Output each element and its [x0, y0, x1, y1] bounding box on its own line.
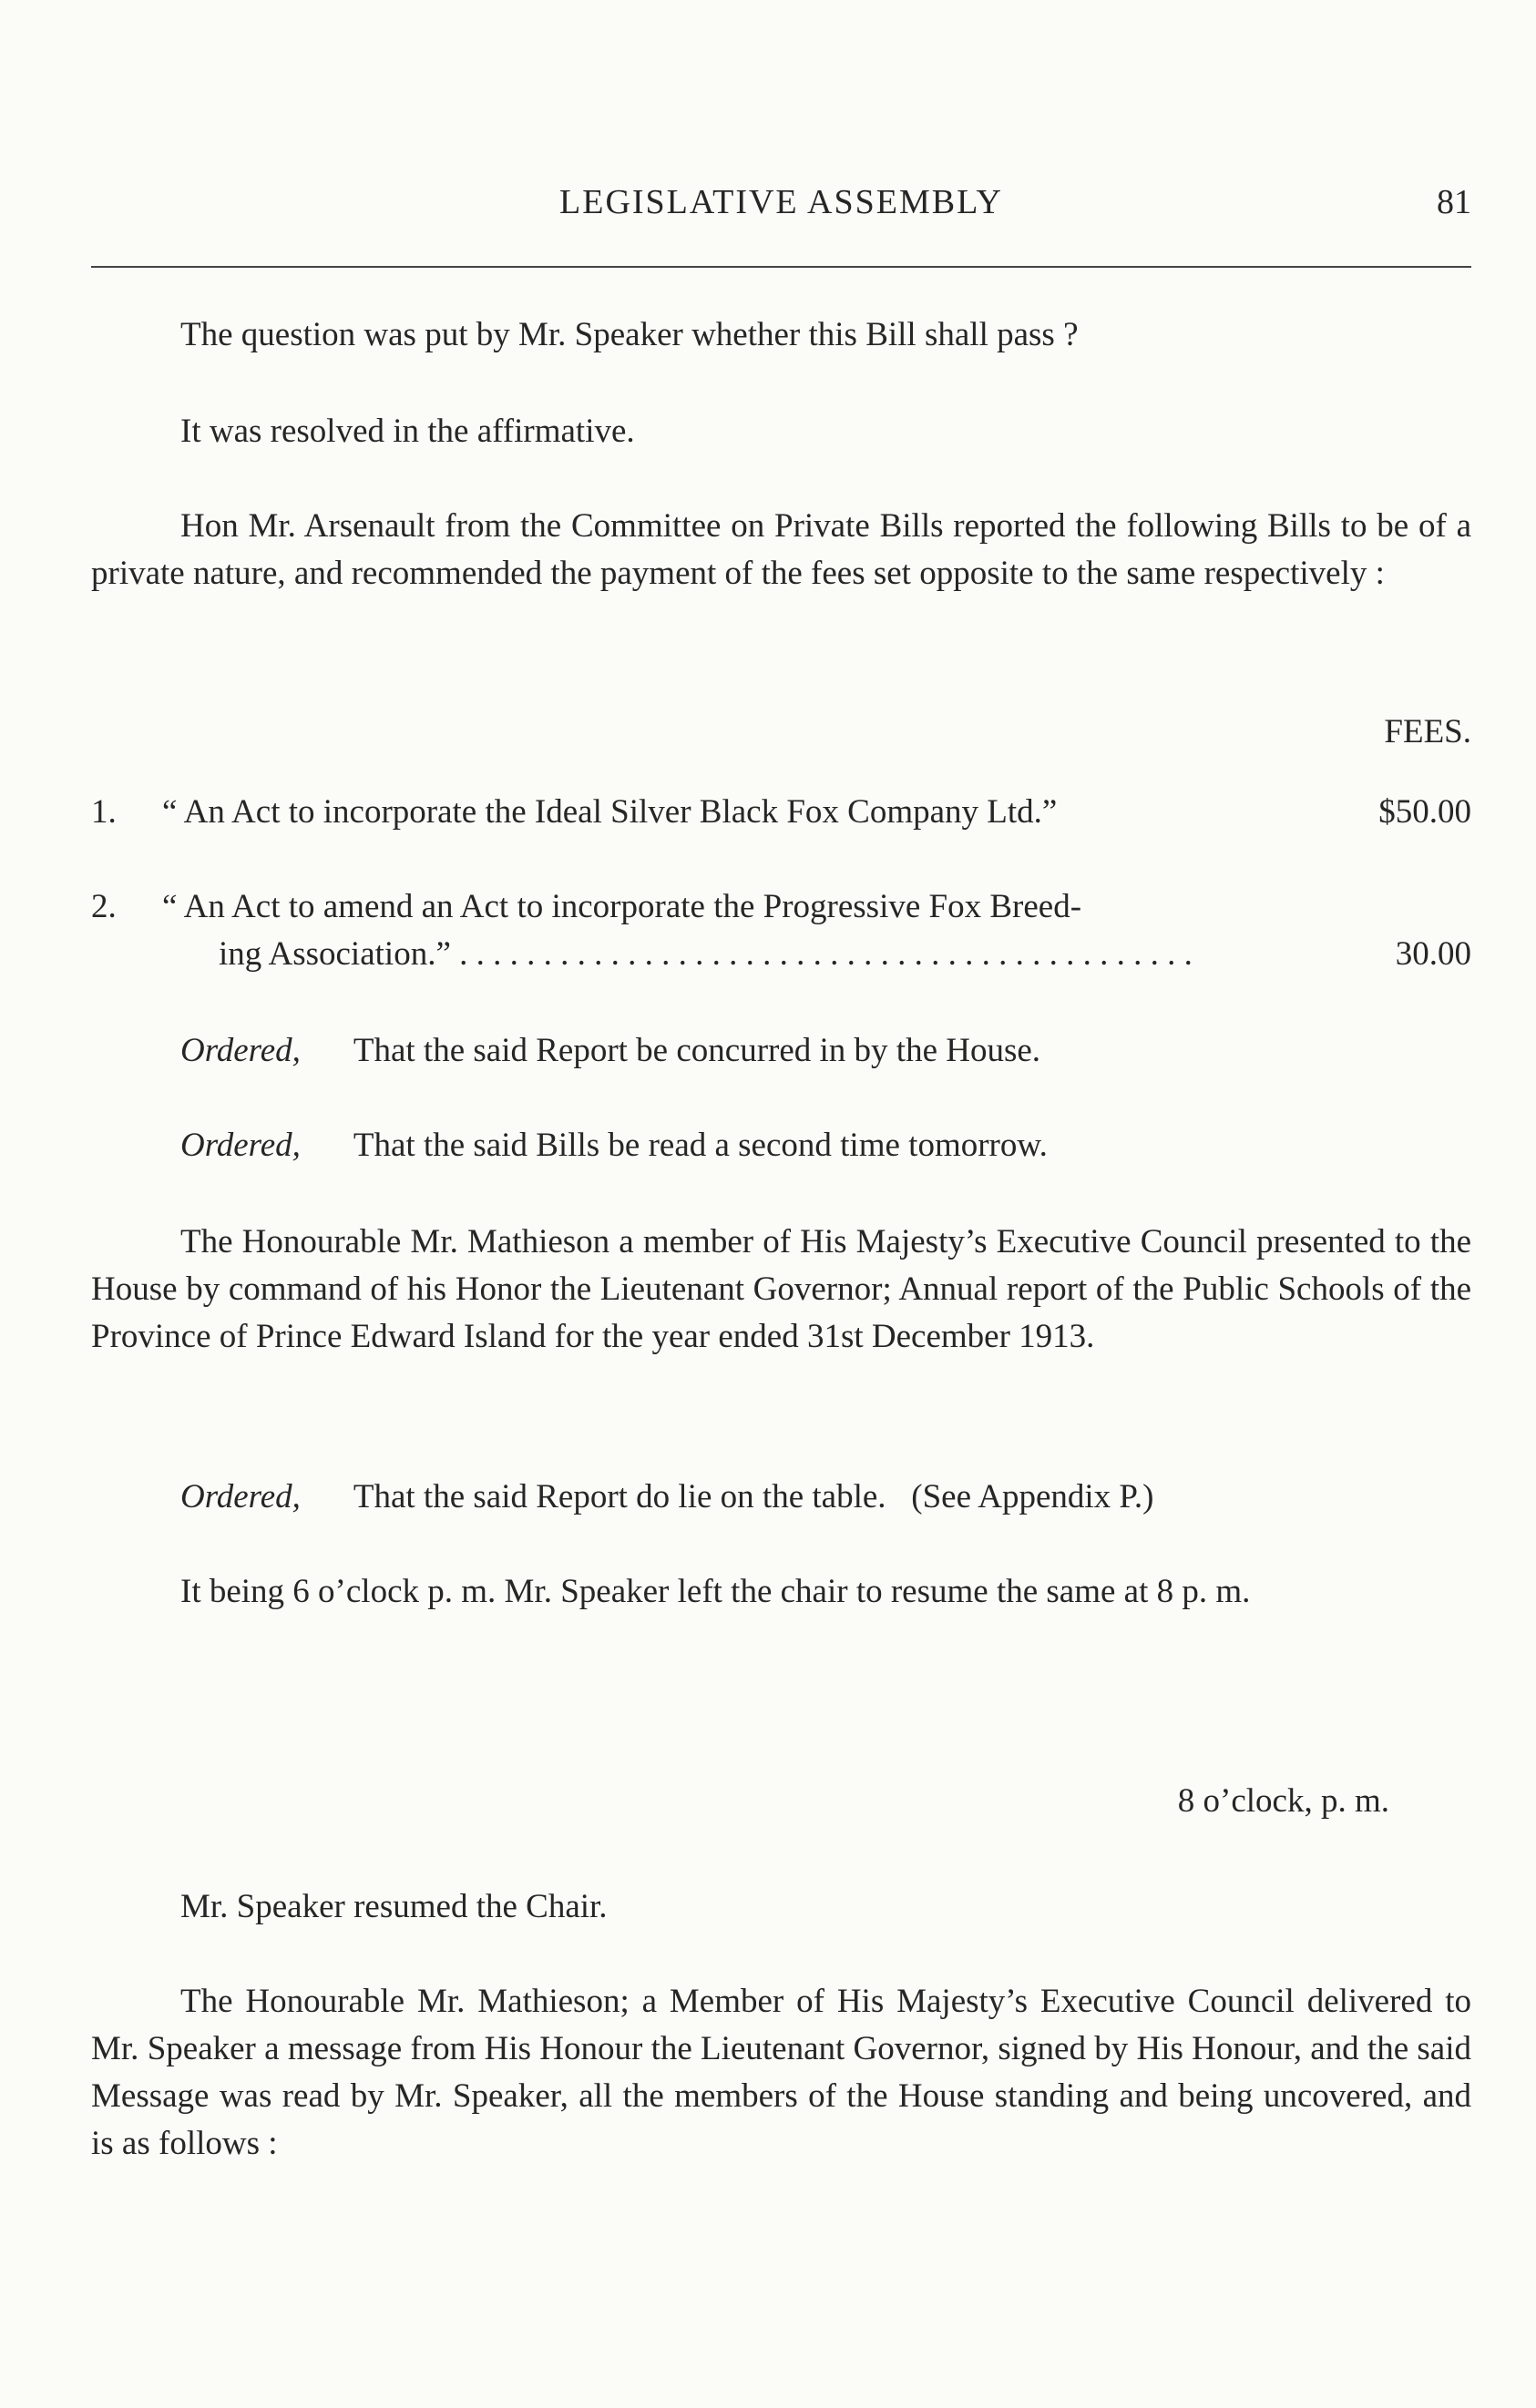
ordered-second-reading [180, 1122, 1471, 1169]
bill-fee: $50.00 [1378, 793, 1471, 831]
page-number: 81 [1437, 183, 1471, 221]
ordered-table [180, 1474, 1471, 1521]
resolved-paragraph: It was resolved in the affirmative. [180, 413, 635, 450]
message-paragraph: The Honourable Mr. Mathieson; a Member of His Majesty’s Executive Council delivered to Mr. Speaker a message from His Honour the Lieutenant Governor, signed by His Honour, and the said Message was read by Mr. Speaker, all the members of the House standing and being uncovered, and is as follows : [91, 1983, 1471, 2162]
bill-item [91, 789, 1471, 836]
bill-fee: 30.00 [1395, 935, 1471, 973]
ordered-concurred [180, 1027, 1471, 1075]
ordered-label: Ordered, [180, 1032, 301, 1069]
speaker-resumed-paragraph: Mr. Speaker resumed the Chair. [180, 1888, 608, 1925]
committee-report-paragraph: Hon Mr. Arsenault from the Committee on Private Bills reported the following Bills to be of a private nature, and recommended the payment of the fees set opposite to the same respectively : [91, 507, 1471, 592]
mathieson-report-paragraph: The Honourable Mr. Mathieson a member of His Majesty’s Executive Council presented to the House by command of his Honor the Lieutenant Governor; Annual report of the Public Schools of the Province of Prince Edward Island for the year ended 31st December 1913. [91, 1223, 1471, 1355]
bill-item [91, 883, 1471, 978]
ordered-text: That the said Report do lie on the table. (See Appendix P.) [353, 1478, 1154, 1515]
six-oclock-paragraph: It being 6 o’clock p. m. Mr. Speaker left the chair to resume the same at 8 p. m. [180, 1573, 1251, 1610]
question-paragraph: The question was put by Mr. Speaker whether this Bill shall pass ? [180, 316, 1079, 353]
bill-title-continuation: ing Association.” . . . . . . . . . . . . . . . . . . . . . . . . . . . . . . . . . . . . . . . . . . . . [219, 935, 1193, 973]
ordered-label: Ordered, [180, 1127, 301, 1164]
bill-number: 2. [91, 888, 117, 925]
ordered-text: That the said Report be concurred in by the House. [353, 1032, 1041, 1069]
bill-number: 1. [91, 793, 117, 831]
running-header [91, 182, 1471, 237]
fees-heading: FEES. [1384, 713, 1471, 750]
ordered-label: Ordered, [180, 1478, 301, 1515]
header-rule [91, 266, 1471, 268]
bill-title: “ An Act to incorporate the Ideal Silver Black Fox Company Ltd.” [162, 793, 1058, 831]
eight-oclock-time: 8 o’clock, p. m. [1177, 1782, 1389, 1820]
header-title: LEGISLATIVE ASSEMBLY [559, 183, 1003, 221]
ordered-text: That the said Bills be read a second time tomorrow. [353, 1127, 1048, 1164]
bill-title: “ An Act to amend an Act to incorporate the Progressive Fox Breed- [162, 888, 1082, 925]
